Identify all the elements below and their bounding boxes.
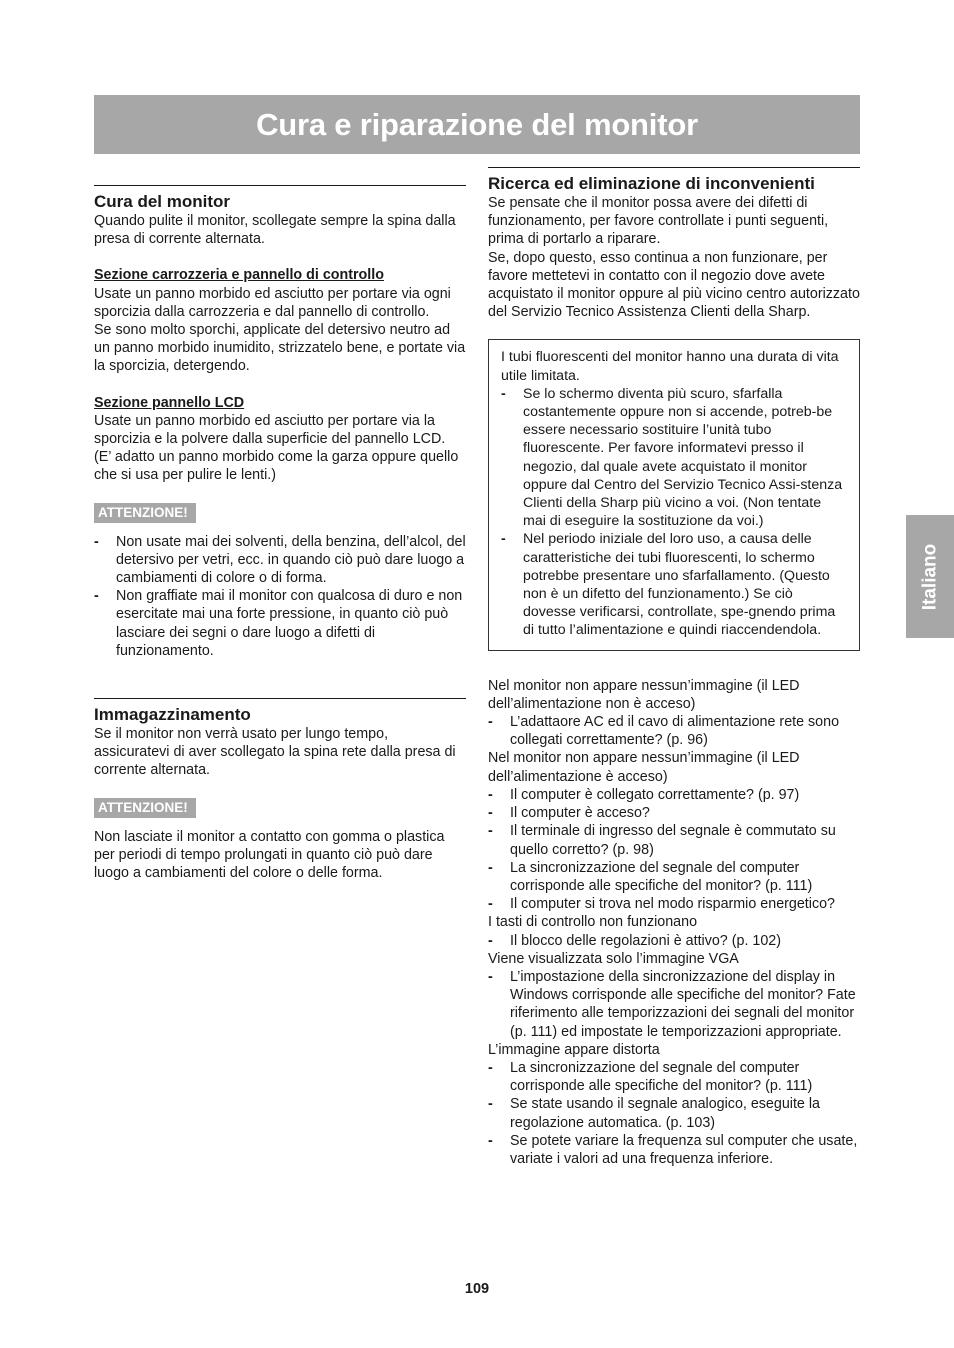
list-item: - La sincronizzazione del segnale del computer corrisponde alle specifiche del monitor? (p. 111) — [488, 859, 813, 894]
language-tab-label: Italiano — [919, 543, 941, 610]
list-item: - L’impostazione della sincronizzazione del display in Windows corrisponde alle specifiche del monitor? Fate riferimento alle temporizzazioni dei segnali del monitor (p. 111) ed impostate le temporizzazioni appropriate. — [488, 968, 856, 1040]
dash-bullet: - — [488, 1132, 493, 1149]
list-item: - Il computer è acceso? — [488, 805, 650, 822]
list-item: - La sincronizzazione del segnale del computer corrisponde alle specifiche del monitor? (p. 111) — [488, 1059, 813, 1095]
storage-warning-text: Non lasciate il monitor a contatto con gomma o plastica per periodi di tempo prolungati in quanto ciò può dare luogo a cambiamenti del colore o delle forma. — [94, 828, 445, 882]
dash-bullet: - — [94, 588, 99, 605]
dash-bullet: - — [501, 531, 506, 548]
dash-bullet: - — [488, 786, 493, 803]
troubleshooting-list — [488, 677, 860, 1168]
check-list — [488, 786, 860, 913]
page-number: 109 — [464, 1281, 490, 1297]
dash-bullet: - — [488, 823, 493, 840]
check-list — [488, 968, 860, 1041]
dash-bullet: - — [488, 932, 493, 949]
dash-bullet: - — [488, 714, 493, 731]
case-paragraph-1: Usate un panno morbido ed asciutto per portare via ogni sporcizia dalla carrozzeria e dal pannello di controllo. — [94, 285, 451, 320]
case-paragraph-2: Se sono molto sporchi, applicate del detersivo neutro ad un panno morbido inumidito, strizzatelo bene, e portate via la sporcizia, detergendo. — [94, 322, 466, 375]
list-item: - Il blocco delle regolazioni è attivo? (p. 102) — [488, 932, 782, 949]
lcd-paragraph: Usate un panno morbido ed asciutto per portare via la sporcizia e la polvere dalla superficie del pannello LCD. (E’ adatto un panno morbido come la garza oppure quello che si usa per pulire le lenti.) — [94, 412, 459, 484]
symptom-title: Nel monitor non appare nessun’immagine (il LED dell’alimentazione è acceso) — [488, 750, 800, 785]
list-item: - Il terminale di ingresso del segnale è commutato su quello corretto? (p. 98) — [488, 823, 836, 858]
lcd-subheading: Sezione pannello LCD — [94, 394, 245, 411]
title-banner — [94, 95, 860, 154]
list-item: - Se state usando il segnale analogico, eseguite la regolazione automatica. (p. 103) — [488, 1096, 820, 1131]
dash-bullet: - — [488, 968, 493, 985]
list-item: - Il computer è collegato correttamente? (p. 97) — [488, 786, 800, 803]
dash-bullet: - — [501, 385, 506, 402]
language-tab — [906, 515, 954, 638]
dash-bullet: - — [488, 1059, 493, 1076]
symptom-title: I tasti di controllo non funzionano — [488, 914, 698, 931]
warning-badge: ATTENZIONE! — [94, 798, 196, 818]
care-heading: Cura del monitor — [94, 192, 231, 211]
care-section — [94, 185, 466, 660]
list-item: - Se lo schermo diventa più scuro, sfarfalla costantemente oppure non si accende, potreb-be essere necessario sostituire l’unità tubo fluorescente. Per favore informatevi presso il negozio, dal quale avete acquistato il monitor oppure dal Centro del Servizio Tecnico Assi-stenza Clienti della Sharp più vicino a voi. (Non tentate mai di eseguire la sostituzione da voi.) — [501, 385, 843, 530]
check-list — [488, 1059, 860, 1168]
fluorescent-notice-box — [488, 339, 860, 650]
list-item: - Non graffiate mai il monitor con qualcosa di duro e non esercitate mai una forte pressione, in quanto ciò può lasciare dei segni o dare luogo a difetti di funzionamento. — [94, 588, 463, 659]
symptom-title: L’immagine appare distorta — [488, 1041, 660, 1058]
dash-bullet: - — [488, 896, 493, 913]
dash-bullet: - — [94, 533, 99, 550]
warning-badge: ATTENZIONE! — [94, 503, 196, 523]
page-title: Cura e riparazione del monitor — [256, 106, 698, 142]
right-column — [488, 167, 860, 1168]
troubleshooting-heading: Ricerca ed eliminazione di inconvenienti — [488, 174, 815, 193]
storage-heading: Immagazzinamento — [94, 705, 251, 725]
check-list — [488, 713, 860, 749]
storage-section — [94, 698, 466, 882]
list-item: - Nel periodo iniziale del loro uso, a causa delle caratteristiche dei tubi fluorescenti, lo schermo potrebbe presentare uno sfarfallamento. (Questo non è un difetto del funzionamento.) Se ciò dovesse verificarsi, controllate, spe-gnendo prima di tutto l’alimentazione e quindi riaccendendola. — [501, 531, 836, 639]
care-intro: Quando pulite il monitor, scollegate sempre la spina dalla presa di corrente alternata. — [94, 213, 456, 248]
notice-lead: I tubi fluorescenti del monitor hanno una durata di vita utile limitata. — [501, 349, 839, 384]
list-item: - Se potete variare la frequenza sul computer che usate, variate i valori ad una frequenza inferiore. — [488, 1132, 858, 1167]
storage-intro: Se il monitor non verrà usato per lungo tempo, assicuratevi di aver scollegato la spina rete dalla presa di corrente alternata. — [94, 726, 456, 779]
list-item: - L’adattaore AC ed il cavo di alimentazione rete sono collegati correttamente? (p. 96) — [488, 714, 840, 749]
care-warning-list — [94, 533, 466, 660]
symptom-title: Nel monitor non appare nessun’immagine (il LED dell’alimentazione non è acceso) — [488, 677, 800, 712]
list-item: - Il computer si trova nel modo risparmio energetico? — [488, 896, 836, 913]
troubleshooting-intro-1: Se pensate che il monitor possa avere dei difetti di funzionamento, per favore controllate i punti seguenti, prima di portarlo a riparare. — [488, 195, 829, 248]
notice-list — [501, 385, 847, 640]
dash-bullet: - — [488, 859, 493, 876]
dash-bullet: - — [488, 805, 493, 822]
troubleshooting-intro-2: Se, dopo questo, esso continua a non funzionare, per favore mettetevi in contatto con il negozio dove avete acquistato il monitor oppure al più vicino centro autorizzato del Servizio Tecnico Assistenza Clienti della Sharp. — [488, 249, 860, 321]
troubleshooting-section — [488, 167, 860, 1168]
left-column — [94, 185, 466, 882]
dash-bullet: - — [488, 1096, 493, 1113]
case-subheading: Sezione carrozzeria e pannello di controllo — [94, 267, 384, 284]
list-item: - Non usate mai dei solventi, della benzina, dell’alcol, del detersivo per vetri, ecc. in quando ciò può dare luogo a cambiamenti di colore o di forma. — [94, 533, 466, 587]
symptom-title: Viene visualizzata solo l’immagine VGA — [488, 950, 739, 967]
check-list — [488, 932, 860, 950]
